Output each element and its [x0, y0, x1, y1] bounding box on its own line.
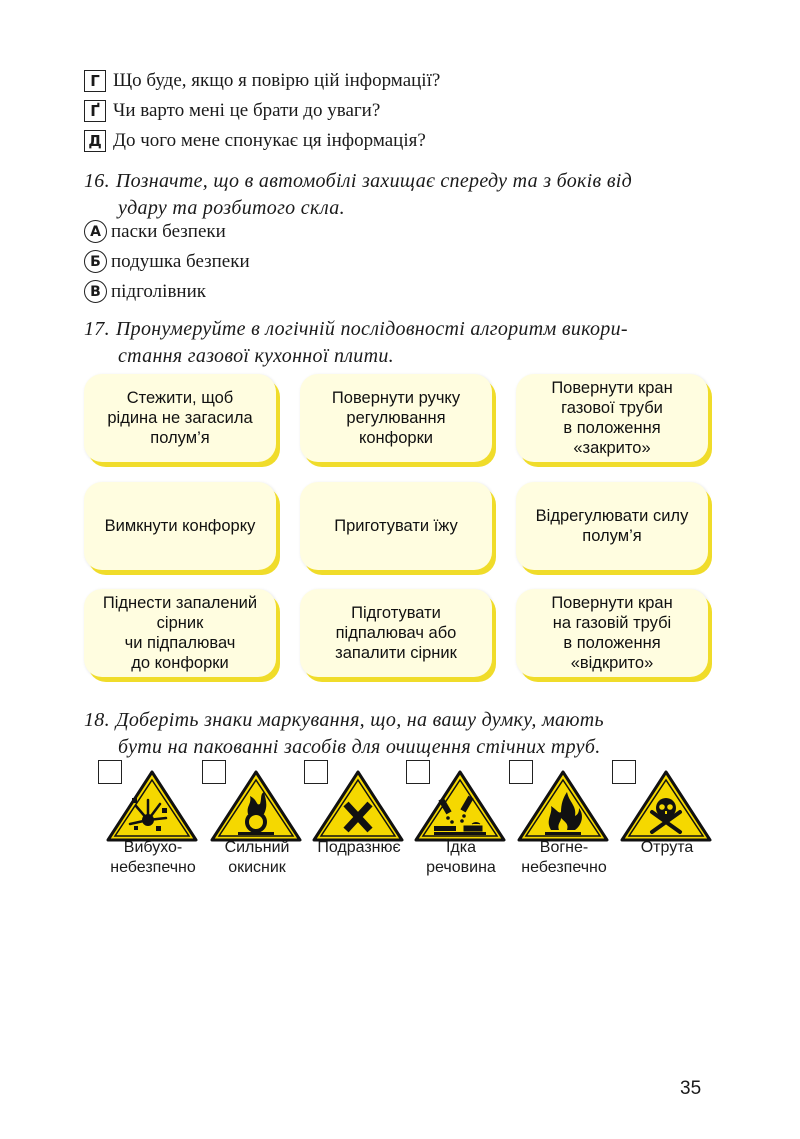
step-card-1[interactable]: [84, 374, 276, 462]
option-text: Що буде, якщо я повірю цій інформації?: [113, 70, 441, 91]
option-row-g-upturn: [84, 100, 380, 122]
option-row-d: [84, 130, 426, 152]
question-text-line2: стання газової кухонної плити.: [118, 345, 394, 367]
option-text: підголівник: [111, 280, 206, 302]
sign-label: Отрута: [640, 839, 694, 856]
question-text-line1: Пронумеруйте в логічній послідовності алгоритм викори-: [115, 318, 628, 340]
step-card-7[interactable]: [84, 589, 276, 677]
question-text-line1: Позначте, що в автомобілі захищає спереду та з боків від: [115, 170, 633, 192]
option-letter-circle: А: [84, 220, 107, 243]
step-card-9[interactable]: [516, 589, 708, 677]
explosive-icon: [104, 768, 200, 844]
question-text-line1: Доберіть знаки маркування, що, на вашу думку, мають: [115, 709, 604, 731]
q16-option-v[interactable]: [84, 280, 206, 303]
step-card-text: Підготувати підпалювач або запалити сірник: [335, 604, 457, 662]
sign-label: Вогне- небезпечно: [521, 839, 607, 876]
option-letter-circle: В: [84, 280, 107, 303]
step-card-text: Повернути кран на газовій трубі в положення «відкрито»: [551, 594, 673, 672]
q16-option-b[interactable]: [84, 250, 250, 273]
option-text: подушка безпеки: [111, 250, 250, 272]
sign-flammable: [509, 760, 619, 880]
step-card-text: Вимкнути конфорку: [104, 517, 256, 535]
question-number: 18.: [84, 709, 110, 731]
option-letter-circle: Б: [84, 250, 107, 273]
option-text: паски безпеки: [111, 220, 226, 242]
sign-toxic: [612, 760, 722, 880]
option-letter-box: Ґ: [84, 100, 106, 122]
step-card-text: Стежити, щоб рідина не загасила полум’я: [107, 389, 253, 447]
question-number: 16.: [84, 170, 110, 192]
step-card-4[interactable]: [84, 482, 276, 570]
step-card-6[interactable]: [516, 482, 708, 570]
option-row-g: [84, 70, 440, 92]
question-17: [84, 316, 724, 370]
step-card-text: Відрегулювати силу полум’я: [535, 507, 689, 545]
sign-oxidizer: [202, 760, 312, 880]
question-number: 17.: [84, 318, 110, 340]
step-card-2[interactable]: [300, 374, 492, 462]
step-card-3[interactable]: [516, 374, 708, 462]
oxidizer-icon: [208, 768, 304, 844]
option-letter-box: Д: [84, 130, 106, 152]
q16-option-a[interactable]: [84, 220, 226, 243]
sign-label: Подразнює: [317, 839, 401, 856]
option-letter-box: Г: [84, 70, 106, 92]
step-card-text: Піднести запалений сірник чи підпалювач до конфорки: [102, 594, 258, 672]
question-text-line2: удару та розбитого скла.: [118, 197, 345, 219]
question-16: [84, 168, 724, 222]
sign-label: Вибухо- небезпечно: [110, 839, 196, 876]
step-card-5[interactable]: [300, 482, 492, 570]
step-card-text: Повернути ручку регулювання конфорки: [331, 389, 461, 447]
question-text-line2: бути на пакованні засобів для очищення стічних труб.: [118, 736, 601, 758]
step-card-text: Приготувати їжу: [334, 517, 458, 535]
sign-label: Сильний окисник: [224, 839, 290, 876]
corrosive-icon: [412, 768, 508, 844]
toxic-icon: [618, 768, 714, 844]
question-18: [84, 707, 724, 761]
flammable-icon: [515, 768, 611, 844]
irritant-icon: [310, 768, 406, 844]
step-card-text: Повернути кран газової труби в положення «закрито»: [551, 379, 673, 457]
page-number: 35: [680, 1078, 702, 1099]
option-text: До чого мене спонукає ця інформація?: [113, 130, 426, 151]
step-card-8[interactable]: [300, 589, 492, 677]
option-text: Чи варто мені це брати до уваги?: [113, 100, 381, 121]
sign-label: Їдка речовина: [426, 839, 496, 876]
